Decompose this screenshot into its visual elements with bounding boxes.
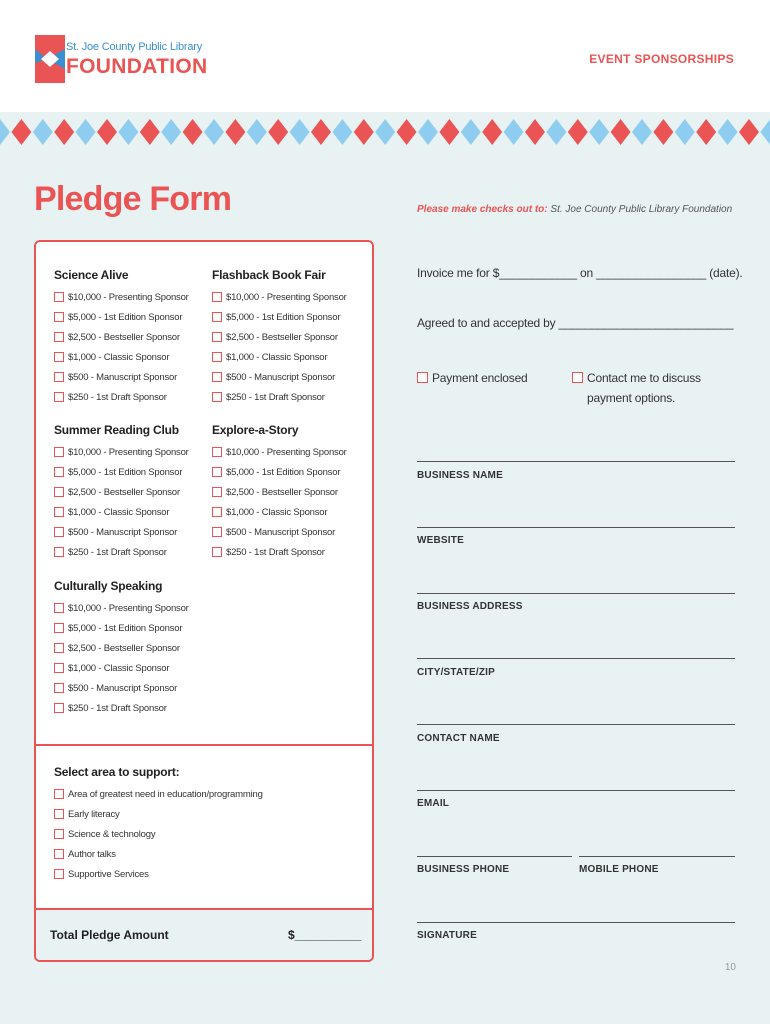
checkbox[interactable] bbox=[212, 332, 222, 342]
checkbox[interactable] bbox=[54, 663, 64, 673]
option-row[interactable] bbox=[212, 287, 347, 307]
option-label: $1,000 - Classic Sponsor bbox=[68, 351, 170, 363]
option-label: $1,000 - Classic Sponsor bbox=[68, 662, 170, 674]
website-label: WEBSITE bbox=[417, 535, 464, 546]
logo-foundation-word: FOUNDATION bbox=[66, 55, 208, 78]
option-row[interactable] bbox=[54, 522, 189, 542]
option-row[interactable] bbox=[54, 678, 189, 698]
option-label: $500 - Manuscript Sponsor bbox=[68, 371, 178, 383]
option-label: $10,000 - Presenting Sponsor bbox=[226, 291, 347, 303]
checkbox[interactable] bbox=[54, 447, 64, 457]
option-label: Author talks bbox=[68, 848, 116, 860]
option-label: Early literacy bbox=[68, 808, 120, 820]
option-label: $250 - 1st Draft Sponsor bbox=[226, 546, 325, 558]
option-label: $2,500 - Bestseller Sponsor bbox=[226, 331, 338, 343]
checks-note-emphasis: Please make checks out to: bbox=[417, 204, 548, 215]
contact-me-line1: Contact me to discuss bbox=[587, 371, 701, 385]
option-row[interactable] bbox=[54, 824, 263, 844]
contact-name-input[interactable] bbox=[417, 724, 735, 725]
option-row[interactable] bbox=[54, 864, 263, 884]
group-title: Flashback Book Fair bbox=[212, 268, 326, 282]
business-name-input[interactable] bbox=[417, 461, 735, 462]
checkbox[interactable] bbox=[54, 487, 64, 497]
checkbox[interactable] bbox=[54, 809, 64, 819]
option-row[interactable] bbox=[54, 307, 189, 327]
business-name-label: BUSINESS NAME bbox=[417, 470, 503, 481]
option-row[interactable] bbox=[54, 482, 189, 502]
total-pledge-label: Total Pledge Amount bbox=[50, 928, 169, 942]
option-label: $2,500 - Bestseller Sponsor bbox=[68, 642, 180, 654]
option-label: $5,000 - 1st Edition Sponsor bbox=[226, 311, 341, 323]
checkbox[interactable] bbox=[212, 487, 222, 497]
option-row[interactable] bbox=[54, 462, 189, 482]
option-label: $500 - Manuscript Sponsor bbox=[68, 682, 178, 694]
checkbox[interactable] bbox=[54, 789, 64, 799]
checkbox[interactable] bbox=[212, 312, 222, 322]
checkbox[interactable] bbox=[212, 527, 222, 537]
card-divider bbox=[36, 744, 372, 746]
group-area-to-support bbox=[54, 765, 263, 884]
option-label: $10,000 - Presenting Sponsor bbox=[68, 446, 189, 458]
page-number: 10 bbox=[724, 962, 736, 973]
option-row[interactable] bbox=[212, 542, 347, 562]
option-row[interactable] bbox=[212, 522, 347, 542]
checkbox[interactable] bbox=[212, 392, 222, 402]
checkbox[interactable] bbox=[572, 372, 583, 383]
option-label: $250 - 1st Draft Sponsor bbox=[226, 391, 325, 403]
option-row[interactable] bbox=[54, 638, 189, 658]
checkbox[interactable] bbox=[54, 352, 64, 362]
diamond-border-pattern bbox=[0, 112, 770, 152]
checkbox[interactable] bbox=[54, 392, 64, 402]
option-row[interactable] bbox=[212, 347, 347, 367]
option-row[interactable] bbox=[54, 784, 263, 804]
option-row[interactable] bbox=[212, 327, 347, 347]
checkbox[interactable] bbox=[212, 467, 222, 477]
option-label: Supportive Services bbox=[68, 868, 149, 880]
option-label: $250 - 1st Draft Sponsor bbox=[68, 546, 167, 558]
option-label: $1,000 - Classic Sponsor bbox=[226, 351, 328, 363]
option-label: $1,000 - Classic Sponsor bbox=[68, 506, 170, 518]
option-label: $10,000 - Presenting Sponsor bbox=[68, 602, 189, 614]
option-label: $1,000 - Classic Sponsor bbox=[226, 506, 328, 518]
option-row[interactable] bbox=[54, 442, 189, 462]
option-row[interactable] bbox=[54, 387, 189, 407]
sponsorship-options-card bbox=[34, 240, 374, 962]
contact-me-label bbox=[587, 368, 701, 408]
checkbox[interactable] bbox=[212, 447, 222, 457]
option-row[interactable] bbox=[54, 347, 189, 367]
section-tag: EVENT SPONSORSHIPS bbox=[589, 52, 734, 66]
total-pledge-section bbox=[36, 908, 372, 962]
option-row[interactable] bbox=[54, 804, 263, 824]
option-label: $10,000 - Presenting Sponsor bbox=[226, 446, 347, 458]
contact-me-option[interactable] bbox=[572, 368, 701, 408]
option-row[interactable] bbox=[54, 502, 189, 522]
checkbox[interactable] bbox=[54, 547, 64, 557]
option-label: $500 - Manuscript Sponsor bbox=[226, 371, 336, 383]
city-state-zip-input[interactable] bbox=[417, 658, 735, 659]
group-title: Science Alive bbox=[54, 268, 129, 282]
group-title: Select area to support: bbox=[54, 765, 180, 779]
option-row[interactable] bbox=[54, 542, 189, 562]
checkbox[interactable] bbox=[54, 312, 64, 322]
payment-enclosed-label: Payment enclosed bbox=[432, 371, 528, 385]
option-label: $2,500 - Bestseller Sponsor bbox=[226, 486, 338, 498]
contact-me-line2: payment options. bbox=[587, 391, 676, 405]
mobile-phone-label: MOBILE PHONE bbox=[579, 864, 659, 875]
checkbox[interactable] bbox=[54, 869, 64, 879]
option-label: $5,000 - 1st Edition Sponsor bbox=[68, 622, 183, 634]
signature-input[interactable] bbox=[417, 922, 735, 923]
invoice-line[interactable]: Invoice me for $____________ on _________________ (date). bbox=[417, 266, 743, 280]
option-label: Science & technology bbox=[68, 828, 156, 840]
group-title: Summer Reading Club bbox=[54, 423, 179, 437]
option-row[interactable] bbox=[54, 287, 189, 307]
option-row[interactable] bbox=[54, 598, 189, 618]
page-header bbox=[0, 0, 770, 112]
checkbox[interactable] bbox=[212, 547, 222, 557]
option-label: $5,000 - 1st Edition Sponsor bbox=[68, 466, 183, 478]
email-label: EMAIL bbox=[417, 798, 450, 809]
business-address-label: BUSINESS ADDRESS bbox=[417, 601, 523, 612]
signature-label: SIGNATURE bbox=[417, 930, 477, 941]
checkbox[interactable] bbox=[212, 372, 222, 382]
group-title: Explore-a-Story bbox=[212, 423, 299, 437]
option-label: $500 - Manuscript Sponsor bbox=[226, 526, 336, 538]
checkbox[interactable] bbox=[54, 527, 64, 537]
checkbox[interactable] bbox=[54, 683, 64, 693]
option-label: $5,000 - 1st Edition Sponsor bbox=[226, 466, 341, 478]
option-label: $5,000 - 1st Edition Sponsor bbox=[68, 311, 183, 323]
checkbox[interactable] bbox=[54, 372, 64, 382]
checkbox[interactable] bbox=[54, 849, 64, 859]
business-phone-label: BUSINESS PHONE bbox=[417, 864, 510, 875]
option-label: $250 - 1st Draft Sponsor bbox=[68, 391, 167, 403]
checkbox[interactable] bbox=[417, 372, 428, 383]
checkbox[interactable] bbox=[54, 332, 64, 342]
checkbox[interactable] bbox=[212, 292, 222, 302]
email-input[interactable] bbox=[417, 790, 735, 791]
option-row[interactable] bbox=[54, 618, 189, 638]
checkbox[interactable] bbox=[54, 603, 64, 613]
city-state-zip-label: CITY/STATE/ZIP bbox=[417, 667, 495, 678]
option-row[interactable] bbox=[54, 367, 189, 387]
group-science-alive bbox=[54, 268, 189, 407]
checkbox[interactable] bbox=[54, 829, 64, 839]
checkbox[interactable] bbox=[54, 643, 64, 653]
option-row[interactable] bbox=[54, 327, 189, 347]
website-input[interactable] bbox=[417, 527, 735, 528]
group-title: Culturally Speaking bbox=[54, 579, 163, 593]
group-summer-reading-club bbox=[54, 423, 189, 562]
group-flashback-book-fair bbox=[212, 268, 347, 407]
checks-note-payee: St. Joe County Public Library Foundation bbox=[547, 204, 733, 215]
option-label: $10,000 - Presenting Sponsor bbox=[68, 291, 189, 303]
group-culturally-speaking bbox=[54, 579, 189, 718]
checkbox[interactable] bbox=[212, 352, 222, 362]
option-row[interactable] bbox=[212, 462, 347, 482]
checkbox[interactable] bbox=[54, 467, 64, 477]
option-label: $2,500 - Bestseller Sponsor bbox=[68, 331, 180, 343]
option-row[interactable] bbox=[212, 307, 347, 327]
option-row[interactable] bbox=[212, 387, 347, 407]
total-pledge-amount-field[interactable]: $__________ bbox=[288, 928, 362, 942]
checks-payable-note bbox=[417, 204, 732, 215]
checkbox[interactable] bbox=[54, 623, 64, 633]
option-row[interactable] bbox=[54, 844, 263, 864]
checkbox[interactable] bbox=[212, 507, 222, 517]
agreed-line[interactable]: Agreed to and accepted by ___________________________ bbox=[417, 316, 734, 330]
option-row[interactable] bbox=[54, 698, 189, 718]
checkbox[interactable] bbox=[54, 703, 64, 713]
option-row[interactable] bbox=[212, 482, 347, 502]
option-label: $500 - Manuscript Sponsor bbox=[68, 526, 178, 538]
logo-org-name: St. Joe County Public Library bbox=[66, 41, 203, 53]
checkbox[interactable] bbox=[54, 507, 64, 517]
foundation-logo-icon bbox=[35, 35, 65, 83]
page-title: Pledge Form bbox=[34, 180, 232, 218]
contact-name-label: CONTACT NAME bbox=[417, 733, 500, 744]
checkbox[interactable] bbox=[54, 292, 64, 302]
option-label: $2,500 - Bestseller Sponsor bbox=[68, 486, 180, 498]
payment-enclosed-option[interactable] bbox=[417, 368, 528, 388]
option-row[interactable] bbox=[212, 442, 347, 462]
option-row[interactable] bbox=[212, 502, 347, 522]
option-label: $250 - 1st Draft Sponsor bbox=[68, 702, 167, 714]
option-row[interactable] bbox=[212, 367, 347, 387]
group-explore-a-story bbox=[212, 423, 347, 562]
mobile-phone-input[interactable] bbox=[579, 856, 735, 857]
option-label: Area of greatest need in education/programming bbox=[68, 788, 263, 800]
business-address-input[interactable] bbox=[417, 593, 735, 594]
business-phone-input[interactable] bbox=[417, 856, 572, 857]
option-row[interactable] bbox=[54, 658, 189, 678]
